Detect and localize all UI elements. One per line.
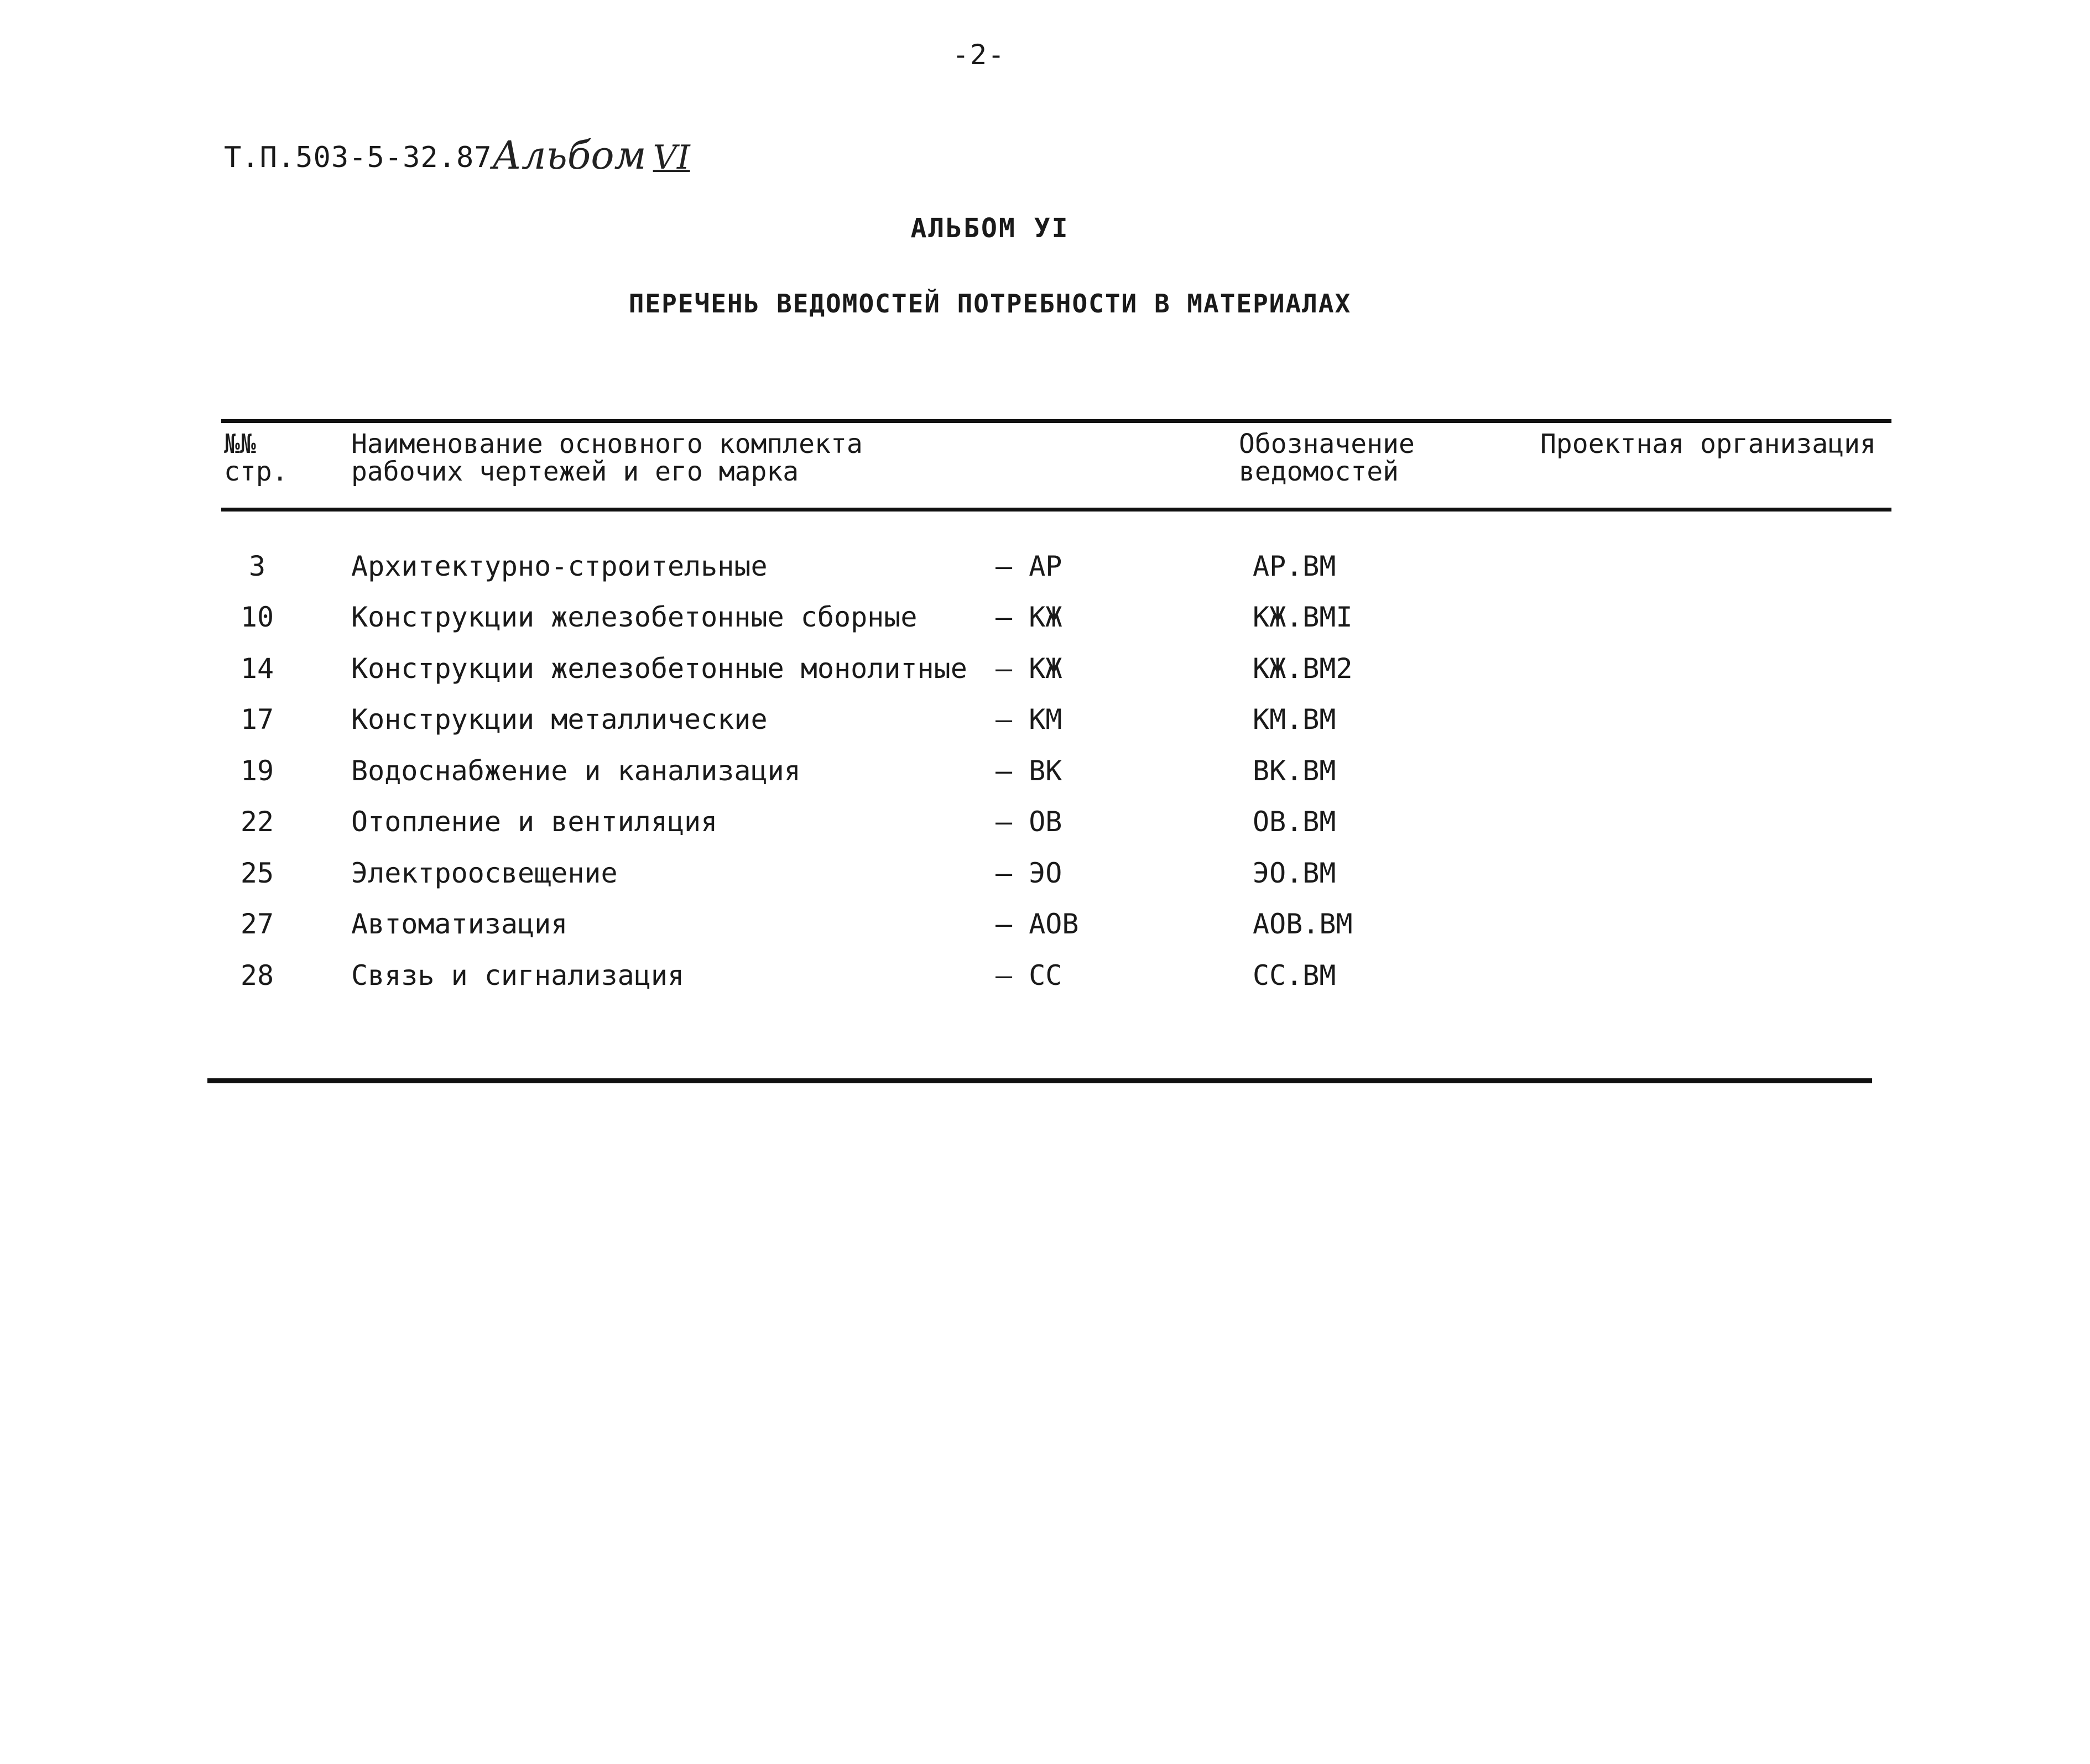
row-name: Конструкции металлические xyxy=(351,703,768,735)
row-name: Электроосвещение xyxy=(351,857,618,889)
row-mark: – АОВ xyxy=(996,908,1079,940)
row-mark: – ЭО xyxy=(996,857,1062,889)
row-page: 17 xyxy=(240,703,274,735)
header-statement-code: Обозначение ведомостей xyxy=(1239,429,1415,487)
row-name: Архитектурно-строительные xyxy=(351,550,768,582)
row-mark: – КМ xyxy=(996,703,1062,735)
table-top-rule xyxy=(221,419,1891,423)
handwritten-album-word: Альбом xyxy=(492,133,647,178)
row-code: АР.ВМ xyxy=(1253,550,1336,582)
row-mark: – АР xyxy=(996,550,1062,582)
row-name: Связь и сигнализация xyxy=(351,959,685,991)
header-design-organization: Проектная организация xyxy=(1540,429,1876,460)
row-mark: – ОВ xyxy=(996,806,1062,838)
handwritten-album-note xyxy=(492,133,690,178)
row-page: 27 xyxy=(240,908,274,940)
row-page: 22 xyxy=(240,806,274,838)
row-mark: – СС xyxy=(996,959,1062,991)
table-row xyxy=(0,755,2090,806)
document-title: ПЕРЕЧЕНЬ ВЕДОМОСТЕЙ ПОТРЕБНОСТИ В МАТЕРИАЛАХ xyxy=(628,289,1352,319)
row-name: Конструкции железобетонные сборные xyxy=(351,601,918,633)
row-mark: – КЖ xyxy=(996,653,1062,685)
table-row xyxy=(0,653,2090,703)
row-mark: – ВК xyxy=(996,755,1062,787)
row-name: Отопление и вентиляция xyxy=(351,806,718,838)
header-page-number: №№ стр. xyxy=(224,429,288,487)
header-set-name: Наименование основного комплекта рабочих чертежей и его марка xyxy=(351,429,863,487)
table-bottom-rule xyxy=(207,1078,1872,1083)
row-page: 3 xyxy=(248,550,266,582)
album-heading: АЛЬБОМ УI xyxy=(910,213,1070,244)
table-row xyxy=(0,857,2090,908)
row-name: Автоматизация xyxy=(351,908,568,940)
row-code: ЭО.ВМ xyxy=(1253,857,1336,889)
row-page: 19 xyxy=(240,755,274,787)
handwritten-album-number: VI xyxy=(653,138,690,177)
table-row xyxy=(0,550,2090,601)
row-code: КЖ.ВМI xyxy=(1253,601,1353,633)
row-name: Водоснабжение и канализация xyxy=(351,755,801,787)
row-code: ВК.ВМ xyxy=(1253,755,1336,787)
table-row xyxy=(0,959,2090,1010)
row-mark: – КЖ xyxy=(996,601,1062,633)
table-header-rule xyxy=(221,508,1891,512)
row-page: 14 xyxy=(240,653,274,685)
table-row xyxy=(0,908,2090,959)
row-page: 25 xyxy=(240,857,274,889)
row-code: ОВ.ВМ xyxy=(1253,806,1336,838)
row-name: Конструкции железобетонные монолитные xyxy=(351,653,967,685)
document-reference: Т.П.503-5-32.87 xyxy=(224,141,492,174)
table-row xyxy=(0,806,2090,857)
row-code: КМ.ВМ xyxy=(1253,703,1336,735)
row-code: СС.ВМ xyxy=(1253,959,1336,991)
row-code: КЖ.ВМ2 xyxy=(1253,653,1353,685)
row-page: 28 xyxy=(240,959,274,991)
table-row xyxy=(0,703,2090,754)
row-page: 10 xyxy=(240,601,274,633)
row-code: АОВ.ВМ xyxy=(1253,908,1353,940)
page-number: -2- xyxy=(952,39,1006,71)
table-row xyxy=(0,601,2090,652)
